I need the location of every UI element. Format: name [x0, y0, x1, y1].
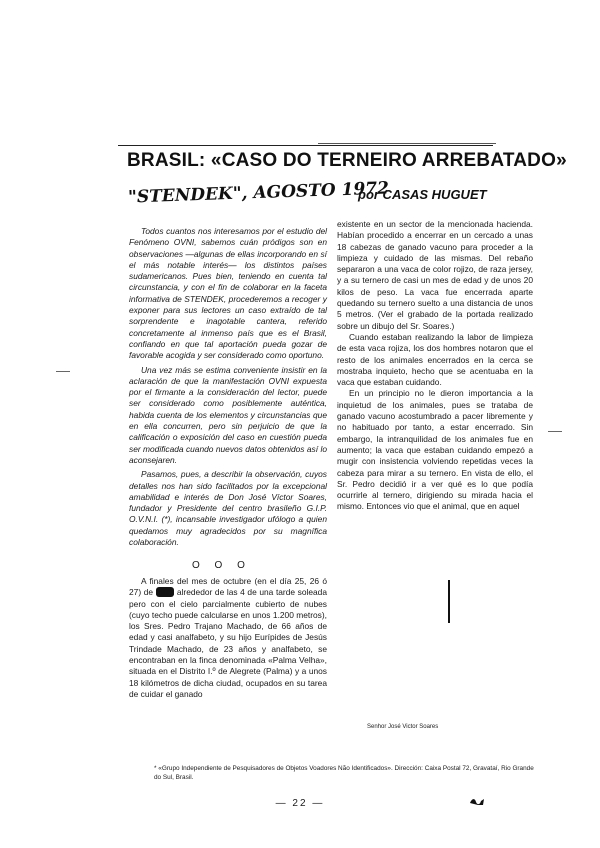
- redacted-date: 1971: [155, 587, 175, 598]
- left-column-intro: [129, 226, 327, 548]
- margin-mark-left: [56, 371, 70, 372]
- photo-caption: Senhor José Victor Soares: [367, 724, 439, 730]
- handwritten-source-note: "STENDEK", AGOSTO 1972: [127, 178, 390, 208]
- margin-mark-right: [548, 431, 562, 432]
- body-text-rest: alrededor de las 4 de una tarde soleada pero con el cielo parcialmente cubierto de nubes (cuyo techo puede calcularse en unos 1.200 metros), los Sres. Pedro Trajano Machado, de 66 años de edad y casi analfabeto, y su hijo Eurípides de Jesús Trindade Machado, de 23 años y analfabeto, se encontraban en la finca denominada «Palma Velha», situada en el Distrito I.º de Alegrete (Palma) y a unos 18 kilómetros de dicha ciudad, ocupados en su tarea de cuidar el ganado: [129, 587, 327, 699]
- left-column-body: [129, 576, 327, 700]
- body-paragraph: [129, 576, 327, 700]
- article-title: BRASIL: «CASO DO TERNEIRO ARREBATADO»: [127, 150, 567, 171]
- page-number: — 22 —: [275, 798, 325, 809]
- intro-paragraph: Una vez más se estima conveniente insistir en la aclaración de que la manifestación OVNI expuesta por el firmante a la consideración del lector, puede ser considerado como posiblemente auténtica, habida cuenta de los elementos y circunstancias que en ella concurren, pero sin perjuicio de que la calificación o exposición del caso en cuestión pueda ser modificada cuando nuevos datos obtenidos así lo aconsejaren.: [129, 364, 327, 465]
- article-byline: por CASAS HUGUET: [358, 187, 487, 202]
- footnote: * «Grupo Independiente de Pesquisadores de Objetos Voadores Não Identificados». Dirección: Caixa Postal 72, Gravataí, Rio Grande do Sul, Brasil.: [154, 765, 534, 781]
- header-rule-thin: [318, 143, 496, 144]
- right-column: [337, 219, 533, 513]
- intro-paragraph: Todos cuantos nos interesamos por el estudio del Fenómeno OVNI, sabemos cuán pródigos son en observaciones —algunas de ellas incorporando en sí el más notable interés— los distintos países sudamericanos. Pues bien, teniendo en cuenta tal circunstancia, y con el fin de colaborar en la faceta informativa de STENDEK, procederemos a recoger y exponer para sus lectores un caso extraído de tal sorprendente e inagotable cantera, referido concretamente al inmenso país que es el Brasil, confiando en que tal aportación pueda gozar de favorable acogida y ser considerado como oportuno.: [129, 226, 327, 361]
- photo-placeholder-mark: [448, 580, 450, 623]
- section-separator: O O O: [192, 560, 251, 571]
- right-paragraph: Cuando estaban realizando la labor de limpieza de esta vaca rojiza, los dos hombres notaron que el resto de los animales encerrados en la cerca se mostraba inquieto, hecho que se acentuaba en la vaca que estaban cuidando.: [337, 331, 533, 388]
- intro-paragraph: Pasamos, pues, a describir la observación, cuyos detalles nos han sido facilitados por la excepcional amabilidad e interés de Don José Víctor Soares, fundador y Presidente del centro brasileño G.I.P. O.V.N.I. (*), incansable investigador ufólogo a quien quedamos muy agradecidos por su magnífica colaboración.: [129, 469, 327, 548]
- ink-mark-icon: [469, 797, 485, 806]
- body-text-start: A finales del mes de octubre (en el día 25, 26 ó 27) de: [129, 576, 327, 598]
- header-rule: [118, 145, 493, 146]
- right-paragraph: En un principio no le dieron importancia a la inquietud de los animales, pues se trataba de ganado vacuno acostumbrado a pacer libremente y no habituado por tanto, a estar encerrado. Sin embargo, la intranquilidad de los animales fue en aumento; la vaca que estaban cuidando empezó a mugir con insistencia volviendo repetidas veces la cabeza para mirar a su ternero. En vista de ello, el Sr. Pedro decidió ir a ver qué es lo que podía ocurrirle al ternero, dirigiendo su mirada hacia el mismo. Entonces vio que el animal, que en aquel: [337, 388, 533, 512]
- right-paragraph: existente en un sector de la mencionada hacienda. Habían procedido a encerrar en un cercado a unas 18 cabezas de ganado vacuno para proceder a la limpieza y cuidado de las mismas. Del rebaño separaron a una vaca de color rojizo, de raza jersey, y a su ternero de casi un mes de edad y de unos 20 kilos de peso. La vaca fue encerrada aparte quedando su ternero suelto a una distancia de unos 5 metros. (Ver el grabado de la portada realizado sobre un dibujo del Sr. Soares.): [337, 219, 533, 331]
